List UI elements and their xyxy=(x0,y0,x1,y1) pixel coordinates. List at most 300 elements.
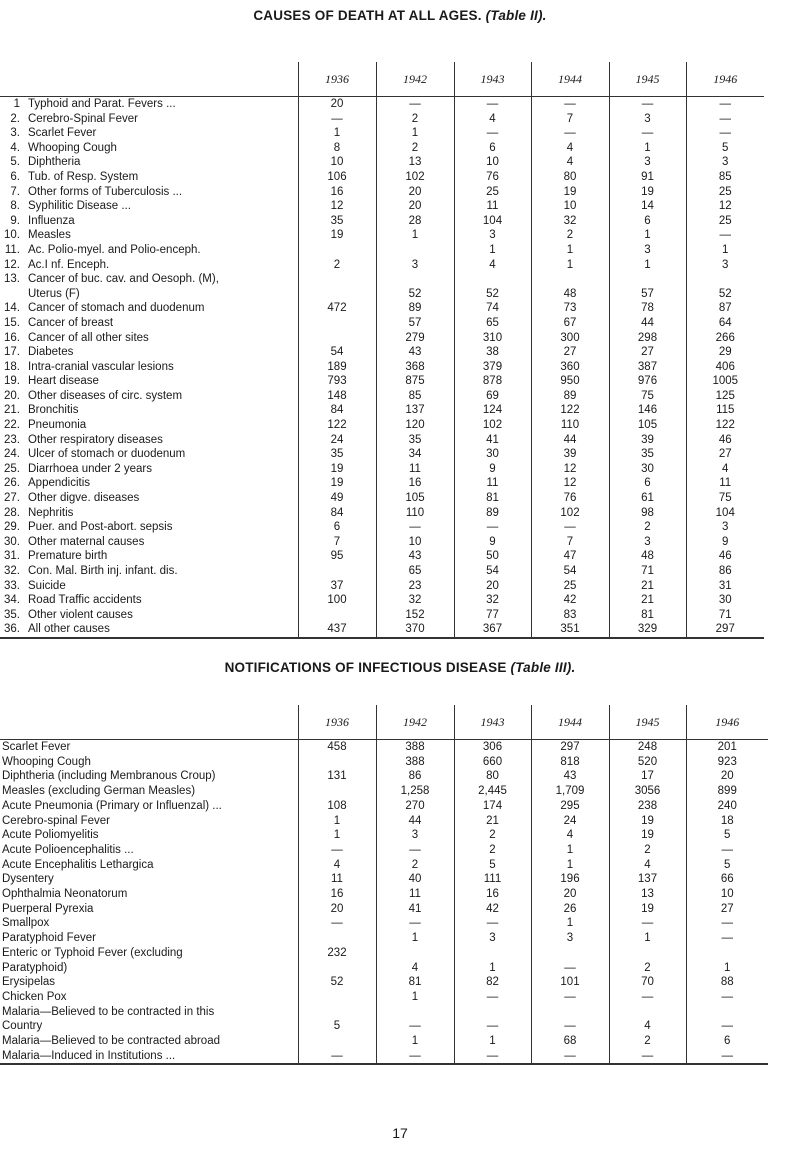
row-value: 310 xyxy=(454,331,531,346)
row-value: 370 xyxy=(376,622,454,638)
row-value: 43 xyxy=(376,549,454,564)
row-number: 21. xyxy=(4,404,20,417)
row-value xyxy=(298,931,376,946)
row-value: 7 xyxy=(531,112,609,127)
row-value: 80 xyxy=(454,769,531,784)
row-value: 26 xyxy=(531,902,609,917)
row-value: 64 xyxy=(686,316,764,331)
row-label: Chicken Pox xyxy=(2,990,67,1003)
row-value xyxy=(376,1005,454,1020)
row-value: 1 xyxy=(531,243,609,258)
row-label: Paratyphoid Fever xyxy=(2,932,96,945)
table-row xyxy=(0,258,764,273)
row-value: — xyxy=(686,112,764,127)
row-value: 78 xyxy=(609,301,686,316)
table-row xyxy=(0,916,768,931)
table-row xyxy=(0,622,764,638)
year-header: 1943 xyxy=(454,62,531,97)
row-value: 76 xyxy=(454,170,531,185)
row-value: 360 xyxy=(531,360,609,375)
row-value: 43 xyxy=(376,345,454,360)
year-header: 1936 xyxy=(298,705,376,740)
row-value: 368 xyxy=(376,360,454,375)
header-blank xyxy=(0,705,298,740)
table-row xyxy=(0,97,764,112)
row-value: 437 xyxy=(298,622,376,638)
row-label: Smallpox xyxy=(2,917,50,930)
row-value: 379 xyxy=(454,360,531,375)
row-value: 1 xyxy=(609,141,686,156)
row-label: Ac. Polio-myel. and Polio-enceph. xyxy=(28,243,201,256)
row-value: 13 xyxy=(609,887,686,902)
row-value: 4 xyxy=(531,155,609,170)
row-value xyxy=(298,1005,376,1020)
row-label: Malaria—Induced in Institutions ... xyxy=(2,1049,176,1062)
row-number: 22. xyxy=(4,419,20,432)
row-value: 189 xyxy=(298,360,376,375)
row-number: 6. xyxy=(10,170,20,183)
row-label: Diarrhoea under 2 years xyxy=(28,462,153,475)
row-value: 137 xyxy=(609,872,686,887)
row-value: 86 xyxy=(686,564,764,579)
row-value: 3 xyxy=(686,520,764,535)
table-row xyxy=(0,564,764,579)
row-number: 18. xyxy=(4,360,20,373)
row-value: 85 xyxy=(686,170,764,185)
row-value: 25 xyxy=(686,214,764,229)
row-value: — xyxy=(376,843,454,858)
row-value: 387 xyxy=(609,360,686,375)
row-value: 238 xyxy=(609,799,686,814)
row-value: 44 xyxy=(531,433,609,448)
row-label: Typhoid and Parat. Fevers ... xyxy=(28,98,176,110)
row-label: Con. Mal. Birth inj. infant. dis. xyxy=(28,565,178,577)
table2-title xyxy=(0,8,800,23)
row-label: Puerperal Pyrexia xyxy=(2,902,94,915)
row-value: — xyxy=(454,916,531,931)
row-value: 1 xyxy=(531,843,609,858)
row-number: 13. xyxy=(4,273,20,286)
row-value: 89 xyxy=(454,506,531,521)
row-label: Country xyxy=(2,1020,43,1033)
row-value: 12 xyxy=(531,476,609,491)
row-value: 52 xyxy=(686,287,764,302)
row-value: 86 xyxy=(376,769,454,784)
row-value: 35 xyxy=(609,447,686,462)
row-value: — xyxy=(376,97,454,112)
row-value: 899 xyxy=(686,784,768,799)
table-row xyxy=(0,784,768,799)
row-number: 14. xyxy=(4,302,20,315)
row-value: 306 xyxy=(454,740,531,755)
row-value: — xyxy=(531,990,609,1005)
row-value: — xyxy=(609,990,686,1005)
row-value xyxy=(298,755,376,770)
row-number: 19. xyxy=(4,375,20,388)
row-value: — xyxy=(686,990,768,1005)
row-number: 35. xyxy=(4,608,20,621)
row-number: 2. xyxy=(10,112,20,125)
row-value: 30 xyxy=(609,462,686,477)
row-value: 52 xyxy=(454,287,531,302)
row-value: 42 xyxy=(454,902,531,917)
row-value xyxy=(298,287,376,302)
row-value: 30 xyxy=(454,447,531,462)
table-row xyxy=(0,608,764,623)
row-value: — xyxy=(376,520,454,535)
row-value: 3056 xyxy=(609,784,686,799)
row-value: 298 xyxy=(609,331,686,346)
row-value: 27 xyxy=(609,345,686,360)
row-value: 4 xyxy=(376,961,454,976)
row-value: 70 xyxy=(609,975,686,990)
row-value: — xyxy=(298,843,376,858)
table3-title xyxy=(0,660,800,675)
table-row xyxy=(0,593,764,608)
row-label: Ophthalmia Neonatorum xyxy=(2,888,128,901)
row-value: 31 xyxy=(686,579,764,594)
row-label: Bronchitis xyxy=(28,404,79,417)
table-row xyxy=(0,755,768,770)
table-row xyxy=(0,476,764,491)
row-label: Malaria—Believed to be contracted in this xyxy=(2,1005,215,1018)
table-row xyxy=(0,316,764,331)
row-value: 10 xyxy=(298,155,376,170)
row-value: 295 xyxy=(531,799,609,814)
row-value: 1 xyxy=(376,228,454,243)
row-value: 6 xyxy=(686,1034,768,1049)
row-value xyxy=(454,946,531,961)
row-value: — xyxy=(531,1019,609,1034)
row-value: 21 xyxy=(609,579,686,594)
row-value: 137 xyxy=(376,403,454,418)
row-label: Influenza xyxy=(28,214,75,227)
row-value xyxy=(609,946,686,961)
row-value: 32 xyxy=(531,214,609,229)
row-label: Diphtheria xyxy=(28,156,81,169)
row-value: 67 xyxy=(531,316,609,331)
row-value: 65 xyxy=(454,316,531,331)
row-value: 297 xyxy=(531,740,609,755)
row-value: 3 xyxy=(609,112,686,127)
table-row xyxy=(0,579,764,594)
row-value: 81 xyxy=(609,608,686,623)
row-value: — xyxy=(531,1049,609,1065)
row-value: 2 xyxy=(454,843,531,858)
row-value: 13 xyxy=(376,155,454,170)
row-value: — xyxy=(531,126,609,141)
row-value xyxy=(686,946,768,961)
row-value: 98 xyxy=(609,506,686,521)
row-value: 40 xyxy=(376,872,454,887)
row-value: 19 xyxy=(531,185,609,200)
row-value: 54 xyxy=(454,564,531,579)
row-value: 19 xyxy=(298,462,376,477)
row-value: 89 xyxy=(376,301,454,316)
row-value: 48 xyxy=(531,287,609,302)
row-value: 6 xyxy=(298,520,376,535)
table-row xyxy=(0,931,768,946)
row-value: 100 xyxy=(298,593,376,608)
row-value: — xyxy=(376,1049,454,1065)
row-value: 41 xyxy=(454,433,531,448)
row-value: 110 xyxy=(376,506,454,521)
row-value: 5 xyxy=(686,141,764,156)
row-label: Heart disease xyxy=(28,375,99,388)
row-label: Intra-cranial vascular lesions xyxy=(28,360,174,373)
row-value: 41 xyxy=(376,902,454,917)
table-row xyxy=(0,418,764,433)
year-header: 1942 xyxy=(376,705,454,740)
row-label: Enteric or Typhoid Fever (excluding xyxy=(2,946,183,959)
row-value: 4 xyxy=(609,1019,686,1034)
row-value: 39 xyxy=(531,447,609,462)
row-value xyxy=(531,272,609,287)
row-value: 472 xyxy=(298,301,376,316)
row-label: Measles (excluding German Measles) xyxy=(2,785,196,798)
row-value: 101 xyxy=(531,975,609,990)
row-value xyxy=(298,272,376,287)
row-value: 102 xyxy=(454,418,531,433)
row-value: 21 xyxy=(609,593,686,608)
table-row xyxy=(0,535,764,550)
row-value: 131 xyxy=(298,769,376,784)
row-label: Whooping Cough xyxy=(2,755,91,768)
table3-subtitle: (Table III). xyxy=(510,660,576,675)
table-row xyxy=(0,141,764,156)
year-header: 1945 xyxy=(609,62,686,97)
row-value: 106 xyxy=(298,170,376,185)
row-value: 43 xyxy=(531,769,609,784)
row-value: 73 xyxy=(531,301,609,316)
row-value: 12 xyxy=(298,199,376,214)
row-label: Appendicitis xyxy=(28,477,91,490)
row-value: 4 xyxy=(686,462,764,477)
table-row xyxy=(0,740,768,755)
row-value: 69 xyxy=(454,389,531,404)
row-value: 122 xyxy=(686,418,764,433)
row-value: 80 xyxy=(531,170,609,185)
row-number: 10. xyxy=(4,229,20,242)
table-row xyxy=(0,828,768,843)
row-value: 46 xyxy=(686,433,764,448)
row-value: 84 xyxy=(298,506,376,521)
row-value: 20 xyxy=(454,579,531,594)
row-value: — xyxy=(376,916,454,931)
row-value: 16 xyxy=(298,185,376,200)
row-label: Syphilitic Disease ... xyxy=(28,200,131,213)
row-label: Measles xyxy=(28,229,71,242)
row-value: — xyxy=(298,112,376,127)
row-number: 3. xyxy=(10,127,20,140)
row-value: 388 xyxy=(376,755,454,770)
row-value: — xyxy=(609,126,686,141)
row-value: 19 xyxy=(298,228,376,243)
row-value: 2 xyxy=(609,1034,686,1049)
row-value: 81 xyxy=(454,491,531,506)
row-number: 1 xyxy=(13,98,20,110)
row-value xyxy=(298,316,376,331)
year-header: 1946 xyxy=(686,705,768,740)
row-label: Suicide xyxy=(28,579,66,592)
row-value: 83 xyxy=(531,608,609,623)
row-label: Other maternal causes xyxy=(28,535,145,548)
row-number: 20. xyxy=(4,389,20,402)
row-value: 24 xyxy=(298,433,376,448)
row-value: 146 xyxy=(609,403,686,418)
row-value: 329 xyxy=(609,622,686,638)
row-value: 35 xyxy=(376,433,454,448)
row-value: 32 xyxy=(376,593,454,608)
row-label: Scarlet Fever xyxy=(2,741,71,753)
row-number: 9. xyxy=(10,214,20,227)
row-value: 2 xyxy=(376,112,454,127)
row-number: 11. xyxy=(4,243,20,256)
row-number: 5. xyxy=(10,156,20,169)
row-value: 878 xyxy=(454,374,531,389)
row-value: 367 xyxy=(454,622,531,638)
row-value: 248 xyxy=(609,740,686,755)
row-value: 18 xyxy=(686,814,768,829)
row-label: Nephritis xyxy=(28,506,74,519)
row-label: Other respiratory diseases xyxy=(28,433,163,446)
row-value: 793 xyxy=(298,374,376,389)
row-value: 4 xyxy=(531,141,609,156)
row-value: 1 xyxy=(376,931,454,946)
page-number: 17 xyxy=(392,1125,408,1141)
row-label: Tub. of Resp. System xyxy=(28,170,139,183)
year-header: 1943 xyxy=(454,705,531,740)
row-value: 266 xyxy=(686,331,764,346)
row-value: 1 xyxy=(609,931,686,946)
row-number: 32. xyxy=(4,565,20,577)
row-label: Cancer of buc. cav. and Oesoph. (M), xyxy=(28,273,219,286)
row-value: — xyxy=(531,961,609,976)
row-value: 120 xyxy=(376,418,454,433)
causes-of-death-table xyxy=(0,62,764,639)
table-row xyxy=(0,301,764,316)
row-value: 11 xyxy=(376,887,454,902)
row-value: 3 xyxy=(686,258,764,273)
row-number: 17. xyxy=(4,346,20,359)
row-label: Other violent causes xyxy=(28,608,133,621)
row-value: 104 xyxy=(454,214,531,229)
row-value: 71 xyxy=(686,608,764,623)
row-value: 108 xyxy=(298,799,376,814)
table2-subtitle: (Table II). xyxy=(485,8,547,23)
row-value: 76 xyxy=(531,491,609,506)
row-value: 24 xyxy=(531,814,609,829)
row-value: 77 xyxy=(454,608,531,623)
row-value: 25 xyxy=(531,579,609,594)
row-value: 351 xyxy=(531,622,609,638)
row-label: Cancer of breast xyxy=(28,316,114,329)
row-number: 26. xyxy=(4,477,20,490)
row-number: 8. xyxy=(10,200,20,213)
row-value: 11 xyxy=(454,476,531,491)
row-number: 4. xyxy=(10,141,20,154)
row-value: 174 xyxy=(454,799,531,814)
row-value: 2 xyxy=(531,228,609,243)
table-row xyxy=(0,447,764,462)
row-value: 68 xyxy=(531,1034,609,1049)
row-value: 6 xyxy=(609,214,686,229)
row-value: 4 xyxy=(609,858,686,873)
table-row xyxy=(0,433,764,448)
row-value: 124 xyxy=(454,403,531,418)
row-label: Ulcer of stomach or duodenum xyxy=(28,448,186,461)
row-value xyxy=(298,331,376,346)
row-value: 89 xyxy=(531,389,609,404)
row-value: — xyxy=(454,1049,531,1065)
row-value: 9 xyxy=(454,462,531,477)
row-value: — xyxy=(298,1049,376,1065)
row-value: — xyxy=(454,97,531,112)
table-row xyxy=(0,975,768,990)
row-value: 9 xyxy=(686,535,764,550)
row-number: 15. xyxy=(4,316,20,329)
row-value: 105 xyxy=(609,418,686,433)
table-row xyxy=(0,506,764,521)
year-header: 1944 xyxy=(531,62,609,97)
row-value: 5 xyxy=(298,1019,376,1034)
row-value xyxy=(376,272,454,287)
row-value: 54 xyxy=(531,564,609,579)
row-value: 388 xyxy=(376,740,454,755)
row-value: — xyxy=(686,1049,768,1065)
row-value: 818 xyxy=(531,755,609,770)
table-row xyxy=(0,287,764,302)
row-value xyxy=(298,608,376,623)
row-value: 16 xyxy=(298,887,376,902)
row-value: 3 xyxy=(454,931,531,946)
row-number: 12. xyxy=(4,258,20,271)
row-value xyxy=(454,1005,531,1020)
row-value xyxy=(298,1034,376,1049)
row-number: 25. xyxy=(4,462,20,475)
table-row xyxy=(0,199,764,214)
table-row xyxy=(0,549,764,564)
row-label: Puer. and Post-abort. sepsis xyxy=(28,521,173,534)
row-number: 31. xyxy=(4,550,20,563)
row-value: 29 xyxy=(686,345,764,360)
row-value: 122 xyxy=(531,403,609,418)
row-value: 2 xyxy=(376,858,454,873)
row-value: 11 xyxy=(298,872,376,887)
row-value: 8 xyxy=(298,141,376,156)
row-label: Cerebro-Spinal Fever xyxy=(28,112,138,125)
row-value: 27 xyxy=(531,345,609,360)
row-value: 3 xyxy=(686,155,764,170)
row-value: 82 xyxy=(454,975,531,990)
row-label: Cancer of all other sites xyxy=(28,331,149,344)
row-value: 44 xyxy=(376,814,454,829)
row-value: 28 xyxy=(376,214,454,229)
row-value: 2 xyxy=(454,828,531,843)
row-value: 105 xyxy=(376,491,454,506)
row-value: 91 xyxy=(609,170,686,185)
row-value: 21 xyxy=(454,814,531,829)
row-value: 125 xyxy=(686,389,764,404)
row-value xyxy=(531,1005,609,1020)
row-value xyxy=(376,243,454,258)
row-label: Other forms of Tuberculosis ... xyxy=(28,185,183,198)
row-label: Diabetes xyxy=(28,346,74,359)
row-value: — xyxy=(609,97,686,112)
row-value: 148 xyxy=(298,389,376,404)
row-value: 50 xyxy=(454,549,531,564)
table-row xyxy=(0,1005,768,1020)
